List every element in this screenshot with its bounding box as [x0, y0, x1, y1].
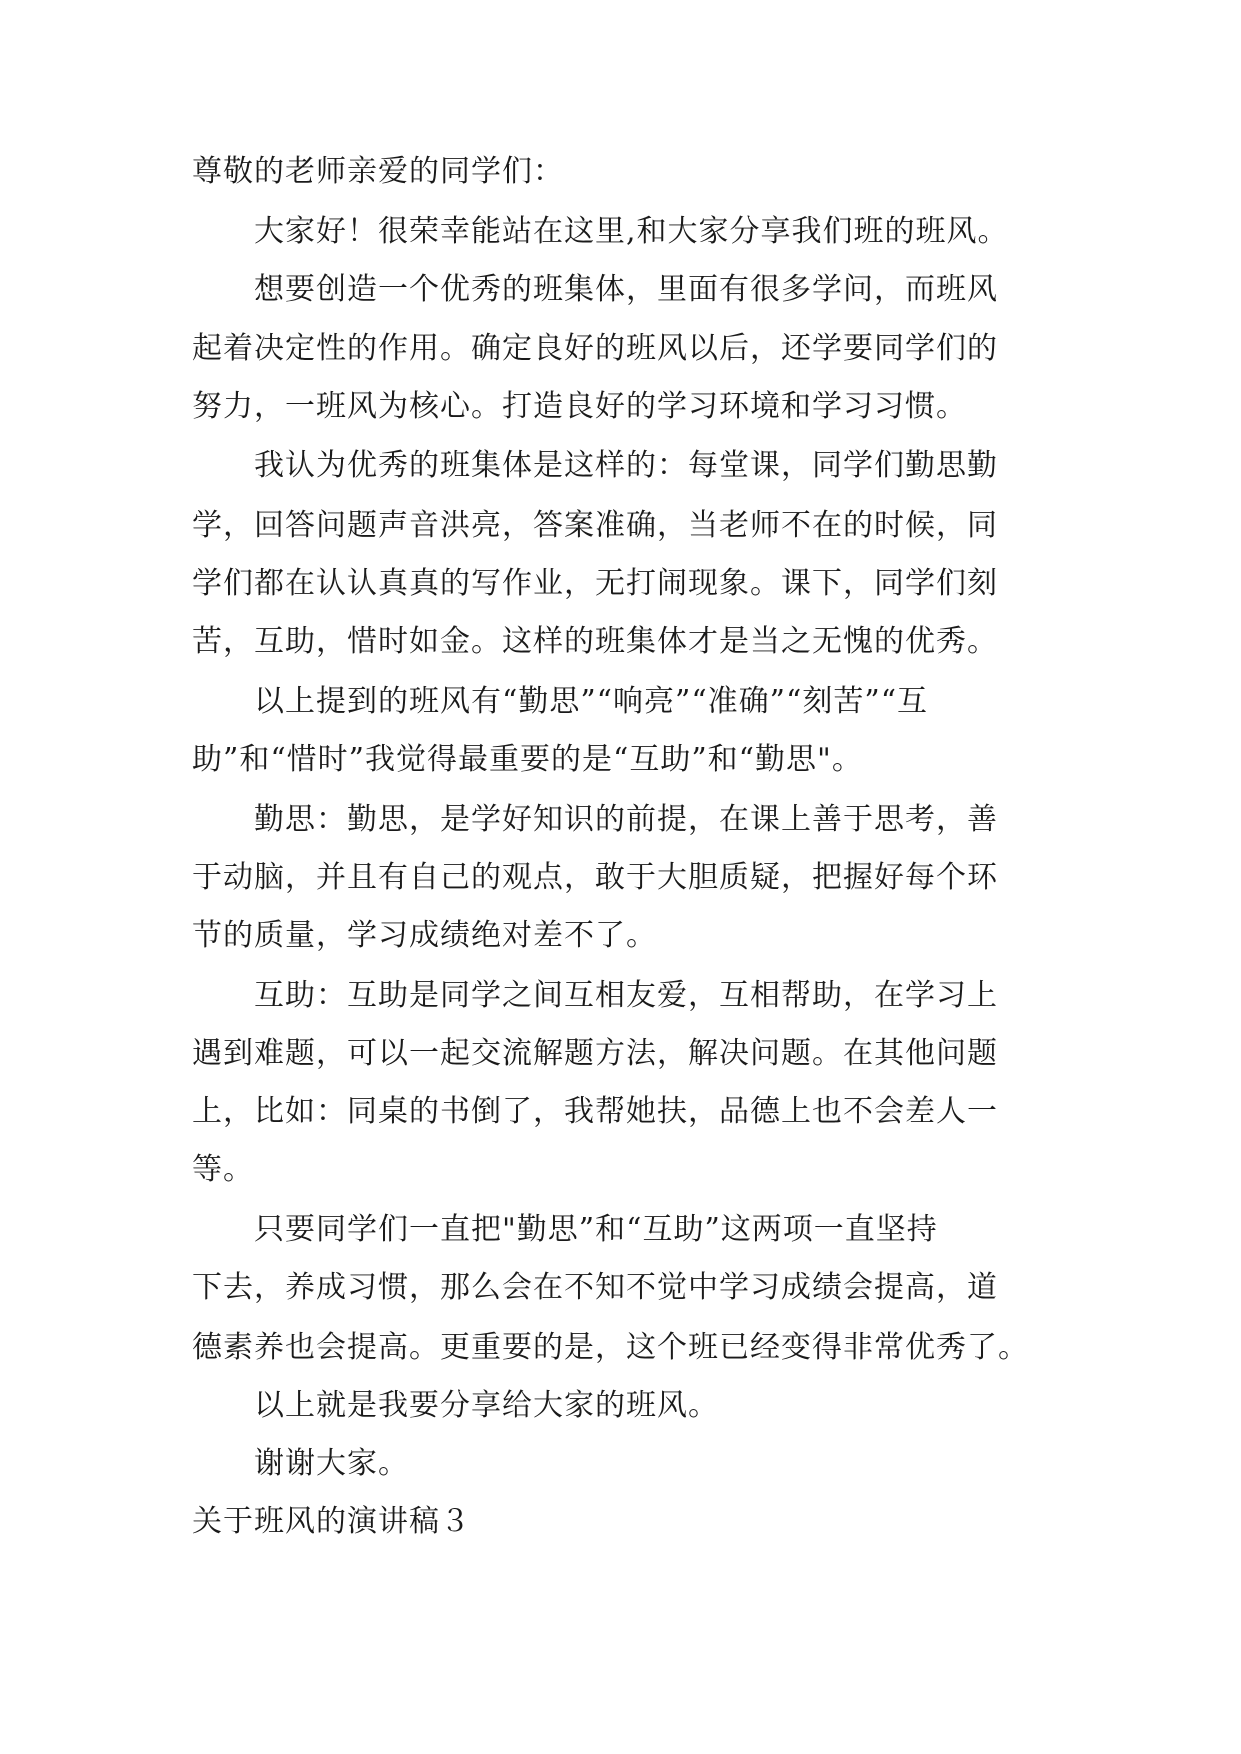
paragraph-line: 学们都在认认真真的写作业，无打闹现象。课下，同学们刻	[192, 566, 998, 601]
salutation: 尊敬的老师亲爱的同学们：	[192, 154, 564, 189]
paragraph-line: 于动脑，并且有自己的观点，敢于大胆质疑，把握好每个环	[192, 860, 998, 895]
paragraph-line: 以上就是我要分享给大家的班风。	[254, 1388, 719, 1423]
paragraph-line: 我认为优秀的班集体是这样的：每堂课，同学们勤思勤	[254, 448, 998, 483]
paragraph-line: 勤思：勤思，是学好知识的前提，在课上善于思考，善	[254, 802, 998, 837]
paragraph-line: 遇到难题，可以一起交流解题方法，解决问题。在其他问题	[192, 1036, 998, 1071]
paragraph-line: 德素养也会提高。更重要的是，这个班已经变得非常优秀了。	[192, 1330, 1029, 1365]
paragraph-line: 下去，养成习惯，那么会在不知不觉中学习成绩会提高，道	[192, 1270, 998, 1305]
paragraph-line: 苦，互助，惜时如金。这样的班集体才是当之无愧的优秀。	[192, 624, 998, 659]
section-title: 关于班风的演讲稿３	[192, 1504, 471, 1539]
paragraph-line: 互助：互助是同学之间互相友爱，互相帮助，在学习上	[254, 978, 998, 1013]
paragraph-line: 助”和“惜时”我觉得最重要的是“互助”和“勤思"。	[192, 742, 863, 777]
paragraph-line: 等。	[192, 1152, 254, 1187]
paragraph-line: 只要同学们一直把"勤思”和“互助”这两项一直坚持	[254, 1212, 938, 1247]
paragraph-line: 想要创造一个优秀的班集体，里面有很多学问，而班风	[254, 272, 998, 307]
paragraph-line: 上，比如：同桌的书倒了，我帮她扶，品德上也不会差人一	[192, 1094, 998, 1129]
paragraph-line: 学，回答问题声音洪亮，答案准确，当老师不在的时候，同	[192, 508, 998, 543]
paragraph-line: 起着决定性的作用。确定良好的班风以后，还学要同学们的	[192, 331, 998, 366]
paragraph-line: 以上提到的班风有“勤思”“响亮”“准确”“刻苦”“互	[254, 684, 929, 719]
closing-line: 谢谢大家。	[254, 1446, 409, 1481]
paragraph-line: 节的质量，学习成绩绝对差不了。	[192, 918, 657, 953]
paragraph-line: 努力，一班风为核心。打造良好的学习环境和学习习惯。	[192, 389, 967, 424]
paragraph-line: 大家好！很荣幸能站在这里,和大家分享我们班的班风。	[254, 214, 1009, 249]
